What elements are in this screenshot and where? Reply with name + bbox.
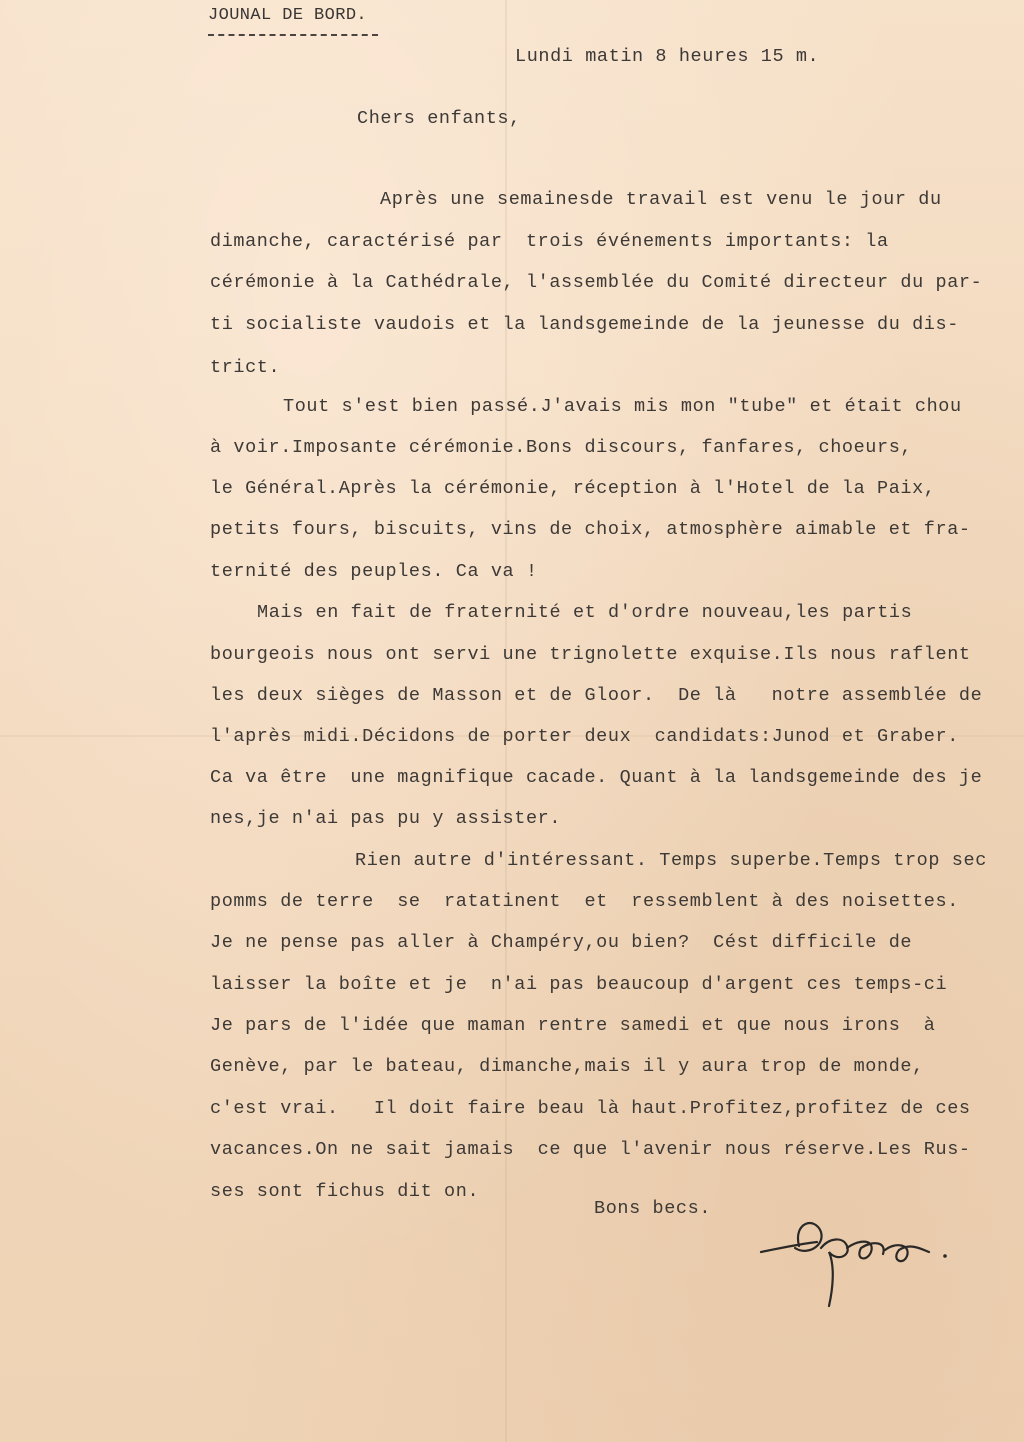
salutation: Chers enfants, <box>357 108 521 129</box>
body-line: cérémonie à la Cathédrale, l'assemblée du Comité directeur du par- <box>210 272 983 293</box>
handwritten-signature <box>755 1212 955 1312</box>
body-line: dimanche, caractérisé par trois événements importants: la <box>210 231 889 252</box>
body-line: Je ne pense pas aller à Champéry,ou bien? Cést difficile de <box>210 932 913 953</box>
body-line: Rien autre d'intéressant. Temps superbe.Temps trop sec <box>355 850 987 871</box>
body-line: le Général.Après la cérémonie, réception à l'Hotel de la Paix, <box>210 478 936 499</box>
body-line: c'est vrai. Il doit faire beau là haut.Profitez,profitez de ces <box>210 1098 971 1119</box>
body-line: Mais en fait de fraternité et d'ordre nouveau,les partis <box>257 602 913 623</box>
body-line: les deux sièges de Masson et de Gloor. De là notre assemblée de <box>210 685 983 706</box>
body-line: petits fours, biscuits, vins de choix, atmosphère aimable et fra- <box>210 519 971 540</box>
body-line: Genève, par le bateau, dimanche,mais il y aura trop de monde, <box>210 1056 924 1077</box>
body-line: laisser la boîte et je n'ai pas beaucoup d'argent ces temps-ci <box>210 974 948 995</box>
heading-underline <box>208 34 378 36</box>
closing-line: Bons becs. <box>594 1198 712 1219</box>
body-line: ternité des peuples. Ca va ! <box>210 561 538 582</box>
paper-fold-vertical <box>505 0 507 1442</box>
body-line: nes,je n'ai pas pu y assister. <box>210 808 562 829</box>
body-line: l'après midi.Décidons de porter deux candidats:Junod et Graber. <box>210 726 959 747</box>
letter-heading: JOUNAL DE BORD. <box>208 6 368 25</box>
body-line: Après une semainesde travail est venu le jour du <box>380 189 942 210</box>
body-line: ti socialiste vaudois et la landsgemeinde de la jeunesse du dis- <box>210 314 959 335</box>
body-line: vacances.On ne sait jamais ce que l'avenir nous réserve.Les Rus- <box>210 1139 971 1160</box>
body-line: ses sont fichus dit on. <box>210 1181 480 1202</box>
body-line: à voir.Imposante cérémonie.Bons discours, fanfares, choeurs, <box>210 437 913 458</box>
date-line: Lundi matin 8 heures 15 m. <box>515 46 820 67</box>
body-line: Tout s'est bien passé.J'avais mis mon "tube" et était chou <box>283 396 962 417</box>
body-line: Ca va être une magnifique cacade. Quant à la landsgemeinde des je <box>210 767 983 788</box>
body-line: bourgeois nous ont servi une trignolette exquise.Ils nous raflent <box>210 644 971 665</box>
body-line: Je pars de l'idée que maman rentre samedi et que nous irons à <box>210 1015 936 1036</box>
body-line: pomms de terre se ratatinent et ressemblent à des noisettes. <box>210 891 959 912</box>
body-line: trict. <box>210 357 281 378</box>
